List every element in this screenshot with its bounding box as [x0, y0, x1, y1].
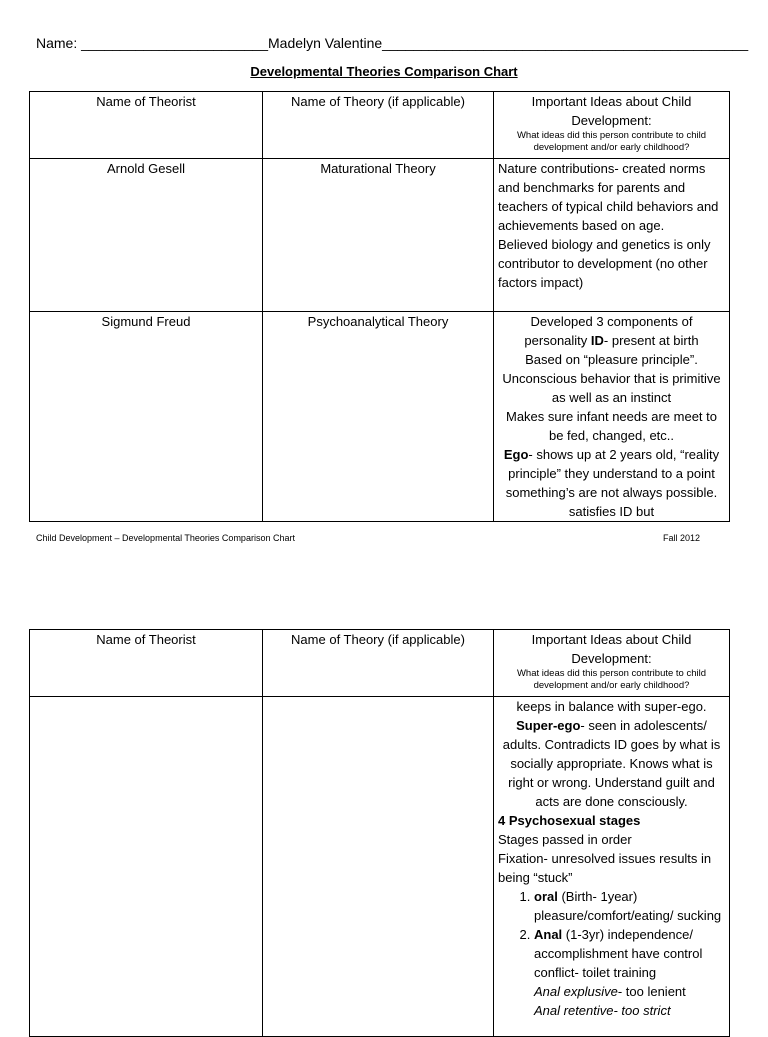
header-ideas [494, 630, 730, 697]
stage-term-cut: Anal retentive- too strict [534, 1003, 671, 1018]
stage-text: - too lenient [617, 984, 686, 999]
theorist-cell: Arnold Gesell [30, 159, 263, 312]
header-ideas-subtitle: What ideas did this person contribute to child development and/or early childhood? [516, 130, 707, 153]
theory-cell: Psychoanalytical Theory [263, 312, 494, 522]
footer-right: Fall 2012 [663, 533, 701, 543]
theory-cell [263, 697, 494, 1037]
header-theorist: Name of Theorist [30, 92, 263, 159]
name-line [36, 35, 748, 51]
theory-cell: Maturational Theory [263, 159, 494, 312]
id-term: ID [590, 333, 604, 348]
idea-paragraph [498, 716, 725, 811]
header-theory: Name of Theory (if applicable) [263, 92, 494, 159]
student-name: Madelyn Valentine [268, 35, 383, 51]
idea-paragraph: Stages passed in order [498, 832, 632, 847]
psychosexual-stages-list [498, 887, 725, 1020]
idea-paragraph: Believed biology and genetics is only contributor to development (no other factors impact) [498, 237, 711, 290]
header-ideas-title: Important Ideas about Child Development: [531, 94, 692, 128]
name-label: Name: [36, 35, 78, 51]
ideas-cell [494, 159, 730, 312]
document-title: Developmental Theories Comparison Chart [250, 64, 518, 79]
idea-text: Developed 3 components of personality [524, 314, 693, 348]
table-header-row [30, 92, 730, 159]
theorist-cell [30, 697, 263, 1037]
header-ideas [494, 92, 730, 159]
header-ideas-title: Important Ideas about Child Development: [531, 632, 692, 666]
stage-name: oral [534, 889, 558, 904]
idea-paragraph [498, 445, 725, 521]
idea-text: - seen in adolescents/ adults. Contradicts ID goes by what is socially appropriate. Knows what is right or wrong. Understand guilt and acts are done consciously. [502, 718, 721, 809]
list-item [534, 925, 725, 1020]
idea-text: - present at birth [603, 333, 699, 348]
idea-paragraph: Nature contributions- created norms and benchmarks for parents and teachers of typical child behaviors and achievements based on age. [498, 161, 719, 233]
table-row [30, 697, 730, 1037]
comparison-table-page1 [29, 91, 730, 522]
theorist-cell: Sigmund Freud [30, 312, 263, 522]
idea-paragraph: keeps in balance with super-ego. [516, 699, 707, 714]
idea-paragraph [498, 312, 725, 350]
stage-text: (1-3yr) independence/ accomplishment have control conflict- toilet training [534, 927, 703, 980]
table-row [30, 312, 730, 522]
superego-term: Super-ego [516, 718, 581, 733]
stage-text: (Birth- 1year) pleasure/comfort/eating/ sucking [534, 889, 722, 923]
table-header-row [30, 630, 730, 697]
name-line-suffix: _______________________________________________ [382, 35, 749, 51]
ideas-cell [494, 312, 730, 522]
idea-paragraph: Based on “pleasure principle”. Unconscious behavior that is primitive as well as an instinct [502, 352, 721, 405]
name-line-prefix: ________________________ [81, 35, 268, 51]
footer-left: Child Development – Developmental Theories Comparison Chart [36, 533, 295, 543]
stage-term: Anal explusive [534, 984, 618, 999]
idea-paragraph: Fixation- unresolved issues results in being “stuck” [498, 851, 712, 885]
header-ideas-subtitle: What ideas did this person contribute to child development and/or early childhood? [516, 668, 707, 691]
header-theorist: Name of Theorist [30, 630, 263, 697]
table-row [30, 159, 730, 312]
stages-heading: 4 Psychosexual stages [498, 813, 641, 828]
comparison-table-page2 [29, 629, 730, 1037]
ego-term: Ego [503, 447, 529, 462]
stage-name: Anal [534, 927, 563, 942]
ideas-cell [494, 697, 730, 1037]
idea-text: - shows up at 2 years old, “reality principle” they understand to a point something’s are not always possible. satisfies ID but [505, 447, 720, 519]
idea-paragraph: Makes sure infant needs are meet to be fed, changed, etc.. [505, 409, 717, 443]
list-item [534, 887, 725, 925]
header-theory: Name of Theory (if applicable) [263, 630, 494, 697]
